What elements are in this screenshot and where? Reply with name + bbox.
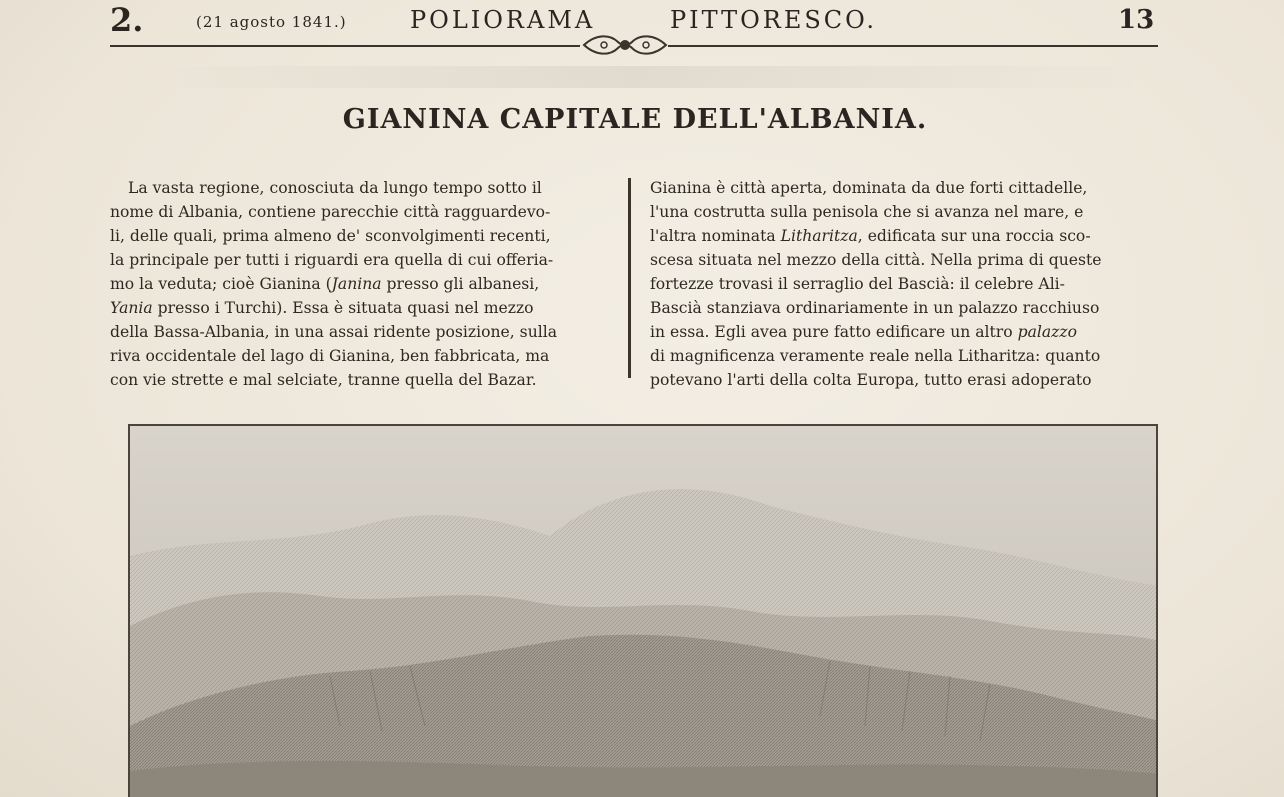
text-line: nome di Albania, contiene parecchie città ragguardevo- [110,203,551,221]
text-line: Yania presso i Turchi). Essa è situata quasi nel mezzo [110,299,534,317]
text-line: con vie strette e mal selciate, tranne quella del Bazar. [110,371,537,389]
text-line: potevano l'arti della colta Europa, tutto erasi adoperato [650,371,1092,389]
issue-number: 2. [110,1,144,39]
text-line: La vasta regione, conosciuta da lungo tempo sotto il [128,179,542,197]
text-line: Bascià stanziava ordinariamente in un palazzo racchiuso [650,299,1100,317]
header-rule-right [668,45,1158,47]
text-line: della Bassa-Albania, in una assai ridente posizione, sulla [110,323,558,341]
text-line: li, delle quali, prima almeno de' sconvolgimenti recenti, [110,227,551,245]
left-column [110,176,610,392]
text-line: riva occidentale del lago di Gianina, ben fabbricata, ma [110,347,550,365]
issue-date: (21 agosto 1841.) [196,13,347,31]
bleed-through-shadow [130,66,1140,88]
text-line: fortezze trovasi il serraglio del Bascià: il celebre Ali- [650,275,1065,293]
landscape-engraving [128,424,1158,797]
masthead-right: PITTORESCO. [670,6,878,34]
text-line: di magnificenza veramente reale nella Litharitza: quanto [650,347,1101,365]
text-line: l'una costrutta sulla penisola che si avanza nel mare, e [650,203,1084,221]
mountain-illustration [130,426,1158,797]
header-rule-left [110,45,580,47]
text-line: Gianina è città aperta, dominata da due forti cittadelle, [650,179,1088,197]
article-title: GIANINA CAPITALE DELL'ALBANIA. [342,104,928,135]
page-number: 13 [1118,5,1155,35]
text-line: scesa situata nel mezzo della città. Nella prima di queste [650,251,1102,269]
masthead-left: POLIORAMA [410,6,596,34]
text-line: in essa. Egli avea pure fatto edificare un altro palazzo [650,323,1077,341]
column-divider [628,178,631,378]
text-line: la principale per tutti i riguardi era quella di cui offeria- [110,251,554,269]
text-line: l'altra nominata Litharitza, edificata sur una roccia sco- [650,227,1091,245]
right-column [650,176,1150,392]
ornament-icon [582,30,668,60]
text-line: mo la veduta; cioè Gianina (Janina presso gli albanesi, [110,275,540,293]
